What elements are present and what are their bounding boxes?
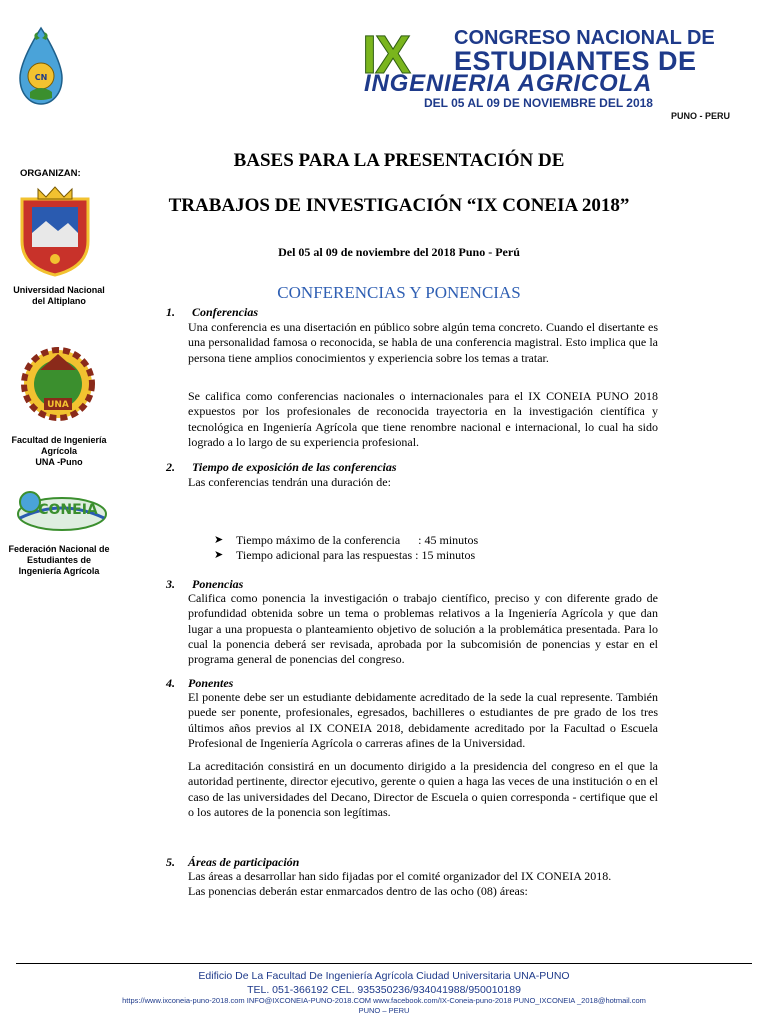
coneia-logo-text: CONEIA — [38, 502, 98, 518]
org-una-line-1: Universidad Nacional — [13, 285, 105, 295]
section-4-paragraph-1: El ponente debe ser un estudiante debidamente acreditado de la sede la cual represente. También puede ser ponente, profesionales, egresados, bachilleres o estudiantes de pre grado de los tres últimos años previos al IX CONEIA 2018, debidamente acreditado por la Facultad o Escuela Profesional de Ingeniería Agrícola o carreras afines de la Universidad. — [188, 690, 658, 750]
banner-line-1: CONGRESO NACIONAL DE — [454, 27, 715, 49]
section-1-paragraph-2: Se califica como conferencias nacionales o internacionales para el IX CONEIA PUNO 2018 expuestos por los profesionales de reconocida trayectoria en la investigación científica y tecnológica en Ingeniería Agrícola que tiene renombre nacional e internacional, lo cual ha sido logrado a lo largo de su experiencia profesional. — [188, 389, 658, 449]
banner-line-2: ESTUDIANTES DE — [454, 46, 697, 76]
section-4-paragraph-2: La acreditación consistirá en un documento dirigido a la presidencia del congreso en el que la autoridad pertinente, director ejecutivo, gerente o quien a haga las veces de una institución o en el caso de las universidades del Decano, Director de Escuela o quien corresponda - certifique que el o los autores de la ponencia son legítimas. — [188, 759, 658, 819]
doc-title-line-1: BASES PARA LA PRESENTACIÓN DE — [233, 150, 565, 171]
section-3-heading: Ponencias — [192, 577, 244, 591]
section-3-number: 3. — [166, 577, 175, 591]
org-fia-line-1: Facultad de Ingeniería — [11, 435, 107, 445]
section-2-paragraph: Las conferencias tendrán una duración de: — [188, 475, 391, 489]
section-4-number: 4. — [166, 676, 175, 690]
banner-roman-numeral: IX — [362, 25, 410, 85]
section-heading: CONFERENCIAS Y PONENCIAS — [277, 283, 521, 302]
banner-location: PUNO - PERU — [670, 111, 730, 121]
bullet-item-2: Tiempo adicional para las respuestas : 15 minutos — [236, 548, 476, 562]
footer-links: https://www.ixconeia-puno-2018.com INFO@IXCONEIA-PUNO-2018.COM www.facebook.com/IX-Coneia-puno-2018 PUNO_IXCONEIA _2018@hotmail.com — [122, 996, 646, 1005]
org-fenaeia-line-1: Federación Nacional de — [8, 544, 110, 554]
org-una-line-2: del Altiplano — [32, 296, 86, 306]
section-5-number: 5. — [166, 855, 175, 869]
org-fenaeia-line-2: Estudiantes de — [26, 555, 91, 565]
bullet-icon: ➤ — [214, 549, 224, 561]
section-5-line-2: Las ponencias deberán estar enmarcados dentro de las ocho (08) áreas: — [188, 884, 528, 898]
bullet-icon: ➤ — [214, 534, 224, 546]
footer-phone: TEL. 051-366192 CEL. 935350236/934041988/950010189 — [247, 984, 521, 996]
footer-location: PUNO – PERU — [358, 1006, 410, 1015]
org-fia-label — [4, 435, 114, 468]
doc-title-line-2: TRABAJOS DE INVESTIGACIÓN “IX CONEIA 2018” — [168, 195, 630, 216]
section-1-number: 1. — [166, 305, 175, 319]
section-1-heading: Conferencias — [192, 305, 258, 319]
section-2-heading: Tiempo de exposición de las conferencias — [192, 460, 397, 474]
organizers-label: ORGANIZAN: — [20, 168, 81, 179]
section-4-heading: Ponentes — [188, 676, 234, 690]
doc-dates: Del 05 al 09 de noviembre del 2018 Puno - Perú — [278, 245, 520, 259]
banner-line-3: INGENIERIA AGRICOLA — [364, 70, 653, 97]
fia-logo-text: UNA — [47, 400, 69, 410]
footer-address: Edificio De La Facultad De Ingeniería Agrícola Ciudad Universitaria UNA-PUNO — [198, 970, 570, 982]
org-fia-line-2: Agrícola — [40, 446, 77, 456]
section-5-line-1: Las áreas a desarrollar han sido fijadas por el comité organizador del IX CONEIA 2018. — [188, 869, 612, 883]
section-2-number: 2. — [166, 460, 175, 474]
drop-logo-text: CN — [34, 73, 48, 82]
coneia-federation-logo-icon — [16, 488, 108, 534]
org-fenaeia-line-3: Ingeniería Agrícola — [18, 566, 100, 576]
congress-banner — [362, 25, 742, 121]
section-3-paragraph: Califica como ponencia la investigación o trabajo científico, preciso y con diferente grado de profundidad obtenida sobre un tema o problemas relativos a la Ingeniería Agrícola y que dan lugar a una propuesta o planteamiento objetivo de solución a la problemática presentada. Para lo cual la ponencia deberá ser revisada, aprobada por la subcomisión de ponencias y estar en el programa general de ponencias del congreso. — [188, 591, 658, 667]
org-fenaeia-label — [4, 544, 114, 577]
section-5-heading: Áreas de participación — [188, 855, 300, 869]
footer-divider — [16, 963, 752, 964]
coneia-drop-logo — [14, 26, 68, 110]
fia-gear-logo-icon — [18, 340, 98, 430]
org-fia-line-3: UNA -Puno — [35, 457, 83, 467]
banner-dates: DEL 05 AL 09 DE NOVIEMBRE DEL 2018 — [424, 96, 653, 110]
bullet-item-1: Tiempo máximo de la conferencia : 45 minutos — [236, 533, 479, 547]
section-1-paragraph-1: Una conferencia es una disertación en público sobre algún tema concreto. Cuando el disertante es una personalidad famosa o reconocida, se habla de una conferencia magistral. Esto implica que la persona tiene amplios conocimientos y experiencia sobre los temas a tratar. — [188, 320, 658, 365]
